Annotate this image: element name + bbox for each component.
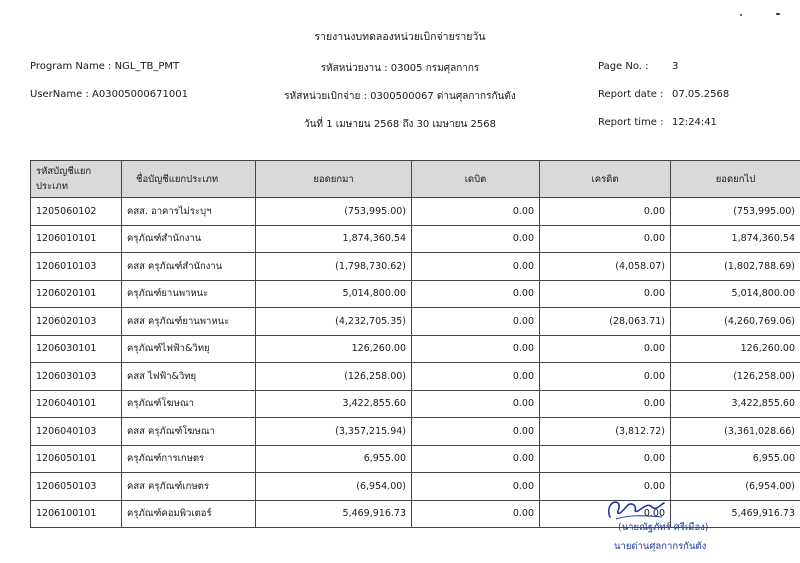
report-date-label: Report date : [598,89,664,100]
col-closing-balance: ยอดยกไป [671,161,800,198]
cell-account-code: 1206020101 [31,280,122,308]
cell-debit: 0.00 [412,198,540,226]
cell-credit: 0.00 [540,198,671,226]
cell-account-name: ครุภัณฑ์ยานพาหนะ [122,280,256,308]
cell-account-name: ครุภัณฑ์สำนักงาน [122,225,256,253]
user-name: UserName : A03005000671001 [30,89,188,100]
cell-opening-balance: 1,874,360.54 [256,225,412,253]
cell-debit: 0.00 [412,363,540,391]
cell-debit: 0.00 [412,335,540,363]
cell-debit: 0.00 [412,225,540,253]
cell-closing-balance: (4,260,769.06) [671,308,800,336]
cell-account-name: คสส ครุภัณฑ์สำนักงาน [122,253,256,281]
signer-name: (นายณัฐภัทร์ ศรีเมือง) [618,522,709,533]
table-row [31,280,800,308]
cell-account-name: ครุภัณฑ์ไฟฟ้า&วิทยุ [122,335,256,363]
cell-account-code: 1206020103 [31,308,122,336]
col-account-name: ชื่อบัญชีแยกประเภท [122,161,256,198]
table-header-row [31,161,800,198]
cell-closing-balance: 6,955.00 [671,445,800,473]
cell-debit: 0.00 [412,280,540,308]
col-opening-balance: ยอดยกมา [256,161,412,198]
cell-account-name: คสส ครุภัณฑ์โฆษณา [122,418,256,446]
cell-account-code: 1206050103 [31,473,122,501]
cell-opening-balance: (126,258.00) [256,363,412,391]
cell-closing-balance: (753,995.00) [671,198,800,226]
cell-credit: 0.00 [540,445,671,473]
report-time: 12:24:41 [672,117,717,128]
cell-credit: (3,812.72) [540,418,671,446]
table-row [31,335,800,363]
cell-closing-balance: 5,469,916.73 [671,500,800,528]
signer-position: นายด่านศุลกากรกันตัง [614,541,707,552]
cell-opening-balance: 126,260.00 [256,335,412,363]
program-name: Program Name : NGL_TB_PMT [30,61,180,72]
cell-account-code: 1206100101 [31,500,122,528]
cell-account-name: คสส ครุภัณฑ์เกษตร [122,473,256,501]
agency-code: รหัสหน่วยงาน : 03005 กรมศุลกากร [320,63,480,74]
cell-debit: 0.00 [412,390,540,418]
cell-credit: 0.00 [540,280,671,308]
cell-opening-balance: (1,798,730.62) [256,253,412,281]
cell-debit: 0.00 [412,445,540,473]
cell-debit: 0.00 [412,500,540,528]
cell-account-code: 1206030103 [31,363,122,391]
cell-account-code: 1205060102 [31,198,122,226]
cell-closing-balance: 3,422,855.60 [671,390,800,418]
cell-debit: 0.00 [412,308,540,336]
table-row [31,198,800,226]
table-row [31,473,800,501]
cell-opening-balance: 5,014,800.00 [256,280,412,308]
table-row [31,308,800,336]
cell-credit: 0.00 [540,390,671,418]
cell-closing-balance: (126,258.00) [671,363,800,391]
cell-opening-balance: (3,357,215.94) [256,418,412,446]
cell-credit: 0.00 [540,363,671,391]
table-row [31,253,800,281]
table-row [31,390,800,418]
report-time-label: Report time : [598,117,664,128]
cell-closing-balance: 5,014,800.00 [671,280,800,308]
page-number: 3 [672,61,679,72]
cell-opening-balance: 3,422,855.60 [256,390,412,418]
cell-credit: 0.00 [540,500,671,528]
cell-opening-balance: (6,954.00) [256,473,412,501]
cell-debit: 0.00 [412,418,540,446]
cell-account-code: 1206040103 [31,418,122,446]
cell-closing-balance: (3,361,028.66) [671,418,800,446]
cell-account-name: คสส ครุภัณฑ์ยานพาหนะ [122,308,256,336]
cell-credit: (28,063.71) [540,308,671,336]
cell-account-code: 1206010101 [31,225,122,253]
col-account-code: รหัสบัญชีแยกประเภท [31,161,122,198]
report-date: 07.05.2568 [672,89,730,100]
cell-debit: 0.00 [412,253,540,281]
cell-credit: (4,058.07) [540,253,671,281]
cell-account-name: ครุภัณฑ์คอมพิวเตอร์ [122,500,256,528]
table-row [31,418,800,446]
cell-account-name: คสส. อาคารไม่ระบุฯ [122,198,256,226]
cell-closing-balance: 126,260.00 [671,335,800,363]
disbursement-unit: รหัสหน่วยเบิกจ่าย : 0300500067 ด่านศุลกากรกันตัง [284,91,516,102]
cell-account-code: 1206050101 [31,445,122,473]
cell-credit: 0.00 [540,335,671,363]
trial-balance-table [30,160,800,528]
cell-closing-balance: 1,874,360.54 [671,225,800,253]
cell-account-code: 1206030101 [31,335,122,363]
cell-debit: 0.00 [412,473,540,501]
cell-credit: 0.00 [540,473,671,501]
scan-speck [776,13,780,15]
cell-account-name: คสส ไฟฟ้า&วิทยุ [122,363,256,391]
col-debit: เดบิต [412,161,540,198]
table-row [31,225,800,253]
cell-account-name: ครุภัณฑ์โฆษณา [122,390,256,418]
cell-opening-balance: (753,995.00) [256,198,412,226]
cell-account-code: 1206040101 [31,390,122,418]
cell-closing-balance: (6,954.00) [671,473,800,501]
cell-credit: 0.00 [540,225,671,253]
report-period: วันที่ 1 เมษายน 2568 ถึง 30 เมษายน 2568 [303,119,497,130]
cell-opening-balance: (4,232,705.35) [256,308,412,336]
scan-speck [740,14,742,16]
cell-opening-balance: 5,469,916.73 [256,500,412,528]
cell-account-name: ครุภัณฑ์การเกษตร [122,445,256,473]
table-row [31,363,800,391]
col-credit: เครดิต [540,161,671,198]
report-title: รายงานงบทดลองหน่วยเบิกจ่ายรายวัน [314,31,486,43]
cell-opening-balance: 6,955.00 [256,445,412,473]
signature-scribble [604,493,666,523]
cell-account-code: 1206010103 [31,253,122,281]
page-label: Page No. : [598,61,649,72]
table-row [31,445,800,473]
cell-closing-balance: (1,802,788.69) [671,253,800,281]
